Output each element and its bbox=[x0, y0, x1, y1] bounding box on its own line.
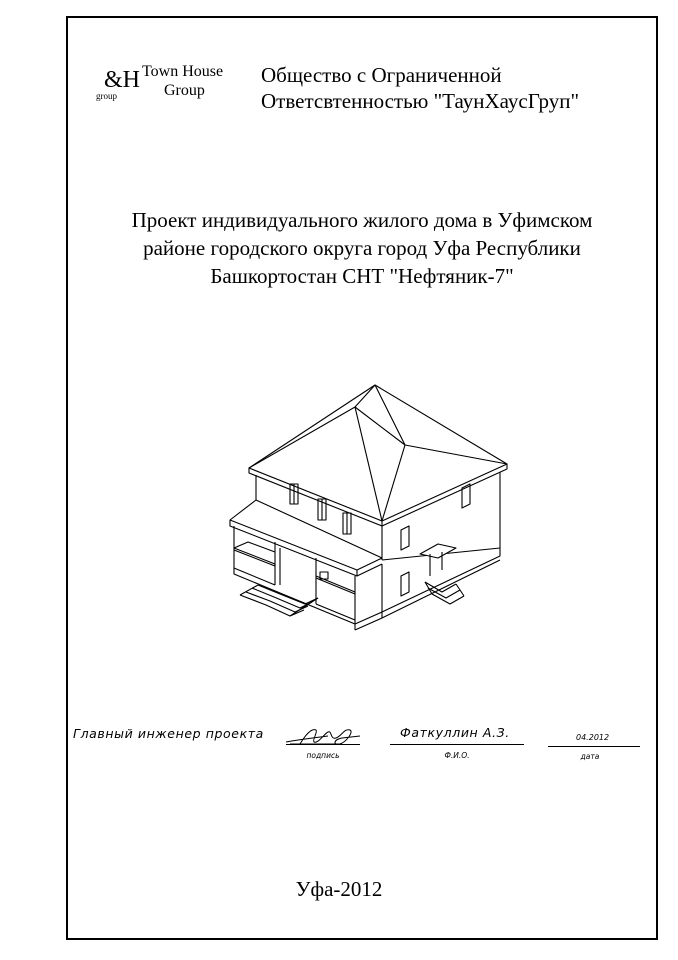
company-name-line2: Ответсвтенностью "ТаунХаусГруп" bbox=[261, 89, 580, 113]
city-year: Уфа-2012 bbox=[295, 877, 383, 901]
signature-block bbox=[0, 722, 678, 782]
engineer-name: Фаткуллин А.З. bbox=[400, 725, 510, 740]
company-logo bbox=[96, 62, 246, 108]
document-date: 04.2012 bbox=[576, 733, 610, 742]
project-title bbox=[66, 206, 658, 290]
role-label: Главный инженер проекта bbox=[73, 726, 264, 741]
name-line bbox=[390, 744, 524, 745]
company-name bbox=[261, 62, 579, 114]
project-title-line1: Проект индивидуального жилого дома в Уфимском bbox=[131, 208, 593, 232]
logo-group-small: group bbox=[96, 91, 117, 101]
logo-group: Group bbox=[164, 82, 205, 99]
logo-ampersand-h: &H bbox=[104, 67, 140, 93]
project-title-line3: Башкортостан СНТ "Нефтяник-7" bbox=[210, 264, 514, 288]
signature-caption: подпись bbox=[306, 751, 340, 760]
company-name-line1: Общество с Ограниченной bbox=[261, 63, 502, 87]
date-caption: дата bbox=[580, 752, 600, 761]
name-caption: Ф.И.О. bbox=[444, 751, 470, 760]
house-isometric-icon bbox=[220, 380, 520, 650]
handwritten-signature bbox=[282, 722, 364, 752]
signature-line bbox=[286, 744, 360, 745]
date-line bbox=[548, 746, 640, 747]
logo-town-house: Town House bbox=[142, 63, 224, 80]
project-title-line2: районе городского округа город Уфа Республики bbox=[143, 236, 581, 260]
